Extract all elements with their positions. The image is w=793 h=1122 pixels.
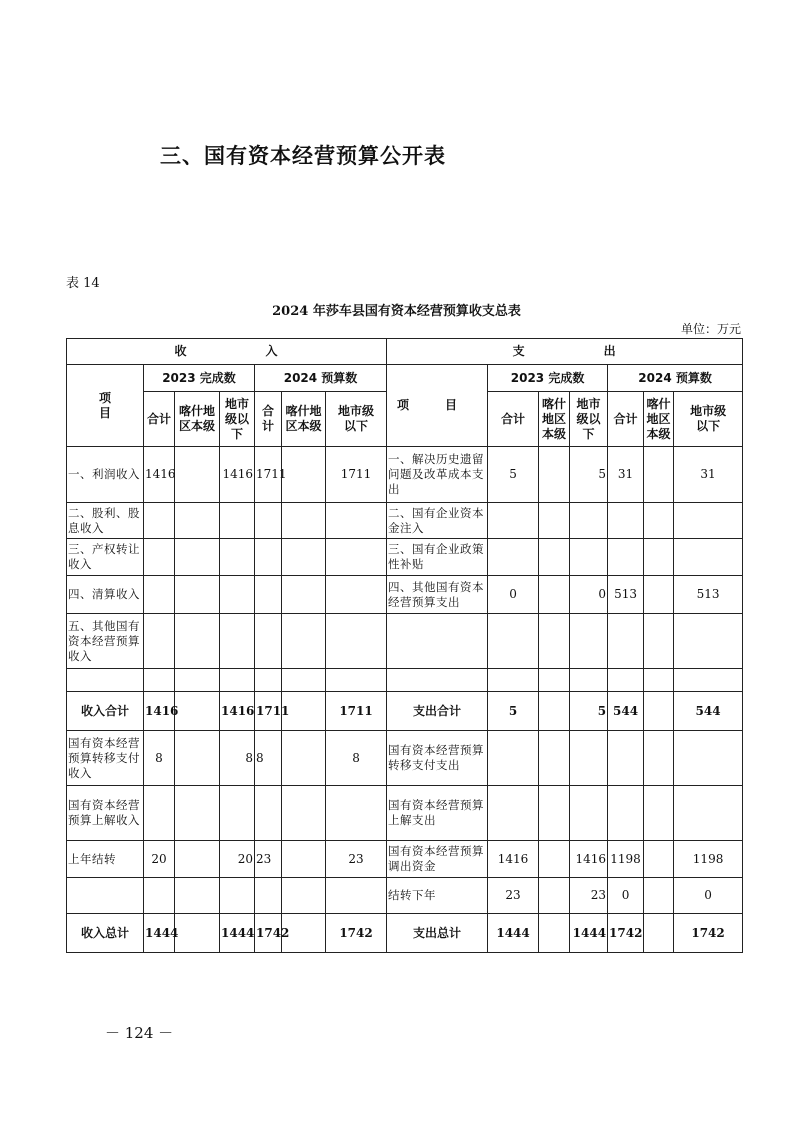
expense-value <box>644 878 674 914</box>
income-value: 1416 <box>220 447 255 503</box>
expense-item: 国有资本经营预算转移支付支出 <box>387 731 488 786</box>
table-row <box>67 503 743 539</box>
income-value <box>144 576 175 614</box>
col-kashgar: 喀什地区本级 <box>539 392 570 447</box>
income-value <box>255 614 282 669</box>
expense-item: 国有资本经营预算调出资金 <box>387 841 488 878</box>
income-value <box>326 614 387 669</box>
income-value: 8 <box>255 731 282 786</box>
col-city-below: 地市级以下 <box>674 392 743 447</box>
income-value <box>175 503 220 539</box>
expense-value <box>570 669 608 692</box>
expense-value <box>644 447 674 503</box>
income-value <box>175 669 220 692</box>
expense-value: 23 <box>570 878 608 914</box>
expense-value <box>570 786 608 841</box>
income-value <box>282 447 326 503</box>
expense-value <box>539 914 570 953</box>
expense-item: 结转下年 <box>387 878 488 914</box>
col-kashgar: 喀什地区本级 <box>175 392 220 447</box>
expense-item: 三、国有企业政策性补贴 <box>387 539 488 576</box>
income-value <box>255 669 282 692</box>
budget-table <box>66 338 743 953</box>
income-value <box>175 692 220 731</box>
expense-value <box>644 786 674 841</box>
income-value <box>282 576 326 614</box>
expense-value: 513 <box>608 576 644 614</box>
expense-value <box>539 841 570 878</box>
expense-item <box>387 614 488 669</box>
income-value <box>255 878 282 914</box>
col-kashgar: 喀什地区本级 <box>644 392 674 447</box>
expense-value <box>488 539 539 576</box>
income-value <box>144 786 175 841</box>
table-row <box>67 786 743 841</box>
expense-value <box>644 841 674 878</box>
income-value <box>144 614 175 669</box>
income-value: 23 <box>255 841 282 878</box>
expense-value <box>674 731 743 786</box>
expense-value <box>644 503 674 539</box>
expense-item <box>387 669 488 692</box>
income-value <box>282 669 326 692</box>
expense-value: 1742 <box>674 914 743 953</box>
expense-value <box>674 503 743 539</box>
col-city-below: 地市级以下 <box>326 392 387 447</box>
expense-value: 1198 <box>608 841 644 878</box>
table-row <box>67 731 743 786</box>
table-row <box>67 447 743 503</box>
col-total: 合 计 <box>255 392 282 447</box>
col-total: 合计 <box>144 392 175 447</box>
income-header: 收 入 <box>67 339 387 365</box>
unit-label: 单位：万元 <box>680 322 741 336</box>
income-item-header: 项 目 <box>67 365 144 447</box>
income-item: 收入合计 <box>67 692 144 731</box>
income-value: 1416 <box>144 447 175 503</box>
expense-value: 1416 <box>570 841 608 878</box>
expense-value <box>608 503 644 539</box>
income-item <box>67 669 144 692</box>
expense-value: 0 <box>674 878 743 914</box>
expense-value <box>644 576 674 614</box>
expense-item: 四、其他国有资本经营预算支出 <box>387 576 488 614</box>
expense-value: 1444 <box>488 914 539 953</box>
table-row <box>67 669 743 692</box>
income-value <box>220 786 255 841</box>
section-heading: 三、国有资本经营预算公开表 <box>160 144 446 168</box>
expense-value: 0 <box>488 576 539 614</box>
expense-value <box>644 692 674 731</box>
income-value <box>326 878 387 914</box>
income-value <box>175 878 220 914</box>
income-value <box>175 731 220 786</box>
income-value <box>175 841 220 878</box>
expense-item: 国有资本经营预算上解支出 <box>387 786 488 841</box>
income-value: 1742 <box>326 914 387 953</box>
income-value <box>282 786 326 841</box>
expense-value <box>570 503 608 539</box>
col-city-below: 地市级以下 <box>220 392 255 447</box>
income-item: 四、清算收入 <box>67 576 144 614</box>
income-value <box>220 539 255 576</box>
income-value <box>175 914 220 953</box>
income-value: 8 <box>326 731 387 786</box>
expense-header: 支 出 <box>387 339 743 365</box>
table-row <box>67 576 743 614</box>
income-value <box>175 539 220 576</box>
income-value: 23 <box>326 841 387 878</box>
income-value <box>282 539 326 576</box>
income-value <box>220 669 255 692</box>
expense-item: 二、国有企业资本金注入 <box>387 503 488 539</box>
expense-item: 支出总计 <box>387 914 488 953</box>
expense-value <box>674 669 743 692</box>
income-value <box>144 539 175 576</box>
income-value <box>175 447 220 503</box>
income-value <box>326 576 387 614</box>
income-value <box>220 503 255 539</box>
expense-value <box>539 692 570 731</box>
income-value: 1742 <box>255 914 282 953</box>
expense-value <box>539 503 570 539</box>
expense-value: 31 <box>674 447 743 503</box>
income-value <box>282 841 326 878</box>
expense-value <box>539 539 570 576</box>
income-value: 1711 <box>326 447 387 503</box>
expense-value <box>539 669 570 692</box>
expense-value: 544 <box>674 692 743 731</box>
expense-2024-header: 2024 预算数 <box>608 365 743 392</box>
col-total: 合计 <box>488 392 539 447</box>
expense-value <box>570 539 608 576</box>
expense-value <box>539 447 570 503</box>
income-item: 收入总计 <box>67 914 144 953</box>
income-value: 1711 <box>326 692 387 731</box>
income-value <box>282 503 326 539</box>
income-value: 1711 <box>255 447 282 503</box>
income-item: 一、利润收入 <box>67 447 144 503</box>
expense-value <box>488 614 539 669</box>
income-value <box>326 539 387 576</box>
expense-value <box>608 786 644 841</box>
expense-value <box>674 614 743 669</box>
expense-value <box>570 731 608 786</box>
expense-value <box>608 614 644 669</box>
income-value <box>144 503 175 539</box>
income-value <box>144 878 175 914</box>
table-row <box>67 878 743 914</box>
income-value <box>255 786 282 841</box>
income-item: 二、股利、股息收入 <box>67 503 144 539</box>
expense-value <box>644 914 674 953</box>
expense-value: 5 <box>570 447 608 503</box>
income-value <box>144 669 175 692</box>
expense-value: 1198 <box>674 841 743 878</box>
expense-value: 5 <box>488 692 539 731</box>
table-row <box>67 914 743 953</box>
income-item: 上年结转 <box>67 841 144 878</box>
income-value: 1416 <box>220 692 255 731</box>
income-value: 8 <box>144 731 175 786</box>
expense-value: 0 <box>570 576 608 614</box>
income-value <box>220 576 255 614</box>
col-city-below: 地市级以下 <box>570 392 608 447</box>
expense-value <box>488 669 539 692</box>
expense-value <box>644 539 674 576</box>
expense-value: 0 <box>608 878 644 914</box>
income-value <box>282 878 326 914</box>
income-2023-header: 2023 完成数 <box>144 365 255 392</box>
income-value: 20 <box>144 841 175 878</box>
income-value <box>220 878 255 914</box>
expense-value: 23 <box>488 878 539 914</box>
expense-value <box>539 614 570 669</box>
table-row <box>67 539 743 576</box>
income-value <box>326 786 387 841</box>
col-kashgar: 喀什地区本级 <box>282 392 326 447</box>
expense-value <box>644 614 674 669</box>
expense-value: 544 <box>608 692 644 731</box>
expense-value <box>608 731 644 786</box>
expense-value: 5 <box>488 447 539 503</box>
income-item: 五、其他国有资本经营预算收入 <box>67 614 144 669</box>
expense-value: 513 <box>674 576 743 614</box>
income-value: 20 <box>220 841 255 878</box>
income-value <box>255 539 282 576</box>
expense-value <box>488 731 539 786</box>
income-item: 国有资本经营预算上解收入 <box>67 786 144 841</box>
income-value <box>326 669 387 692</box>
expense-value <box>488 786 539 841</box>
expense-value <box>570 614 608 669</box>
expense-value <box>674 539 743 576</box>
expense-value <box>674 786 743 841</box>
expense-value <box>539 878 570 914</box>
income-2024-header: 2024 预算数 <box>255 365 387 392</box>
table-number: 表 14 <box>66 276 100 291</box>
expense-value <box>644 731 674 786</box>
income-value: 1416 <box>144 692 175 731</box>
expense-value: 5 <box>570 692 608 731</box>
income-value <box>175 786 220 841</box>
expense-value: 1444 <box>570 914 608 953</box>
income-value <box>255 576 282 614</box>
expense-value <box>644 669 674 692</box>
expense-value <box>608 539 644 576</box>
expense-value <box>488 503 539 539</box>
income-value: 1444 <box>220 914 255 953</box>
expense-item: 支出合计 <box>387 692 488 731</box>
income-value <box>175 614 220 669</box>
income-value: 8 <box>220 731 255 786</box>
income-item: 三、产权转让收入 <box>67 539 144 576</box>
income-value <box>282 614 326 669</box>
income-item: 国有资本经营预算转移支付收入 <box>67 731 144 786</box>
income-value <box>175 576 220 614</box>
expense-value: 1416 <box>488 841 539 878</box>
income-value <box>282 731 326 786</box>
expense-value: 31 <box>608 447 644 503</box>
table-title: 2024 年莎车县国有资本经营预算收支总表 <box>272 304 521 319</box>
table-row <box>67 692 743 731</box>
expense-value <box>608 669 644 692</box>
income-item <box>67 878 144 914</box>
expense-value <box>539 576 570 614</box>
col-total: 合计 <box>608 392 644 447</box>
income-value <box>220 614 255 669</box>
table-row <box>67 614 743 669</box>
expense-value: 1742 <box>608 914 644 953</box>
table-row <box>67 841 743 878</box>
expense-2023-header: 2023 完成数 <box>488 365 608 392</box>
expense-value <box>539 786 570 841</box>
income-value <box>255 503 282 539</box>
expense-value <box>539 731 570 786</box>
income-value: 1444 <box>144 914 175 953</box>
expense-item-header: 项 目 <box>387 365 488 447</box>
expense-item: 一、解决历史遗留问题及改革成本支出 <box>387 447 488 503</box>
income-value <box>326 503 387 539</box>
income-value: 1711 <box>255 692 282 731</box>
page-number: － 124 － <box>105 1024 174 1042</box>
